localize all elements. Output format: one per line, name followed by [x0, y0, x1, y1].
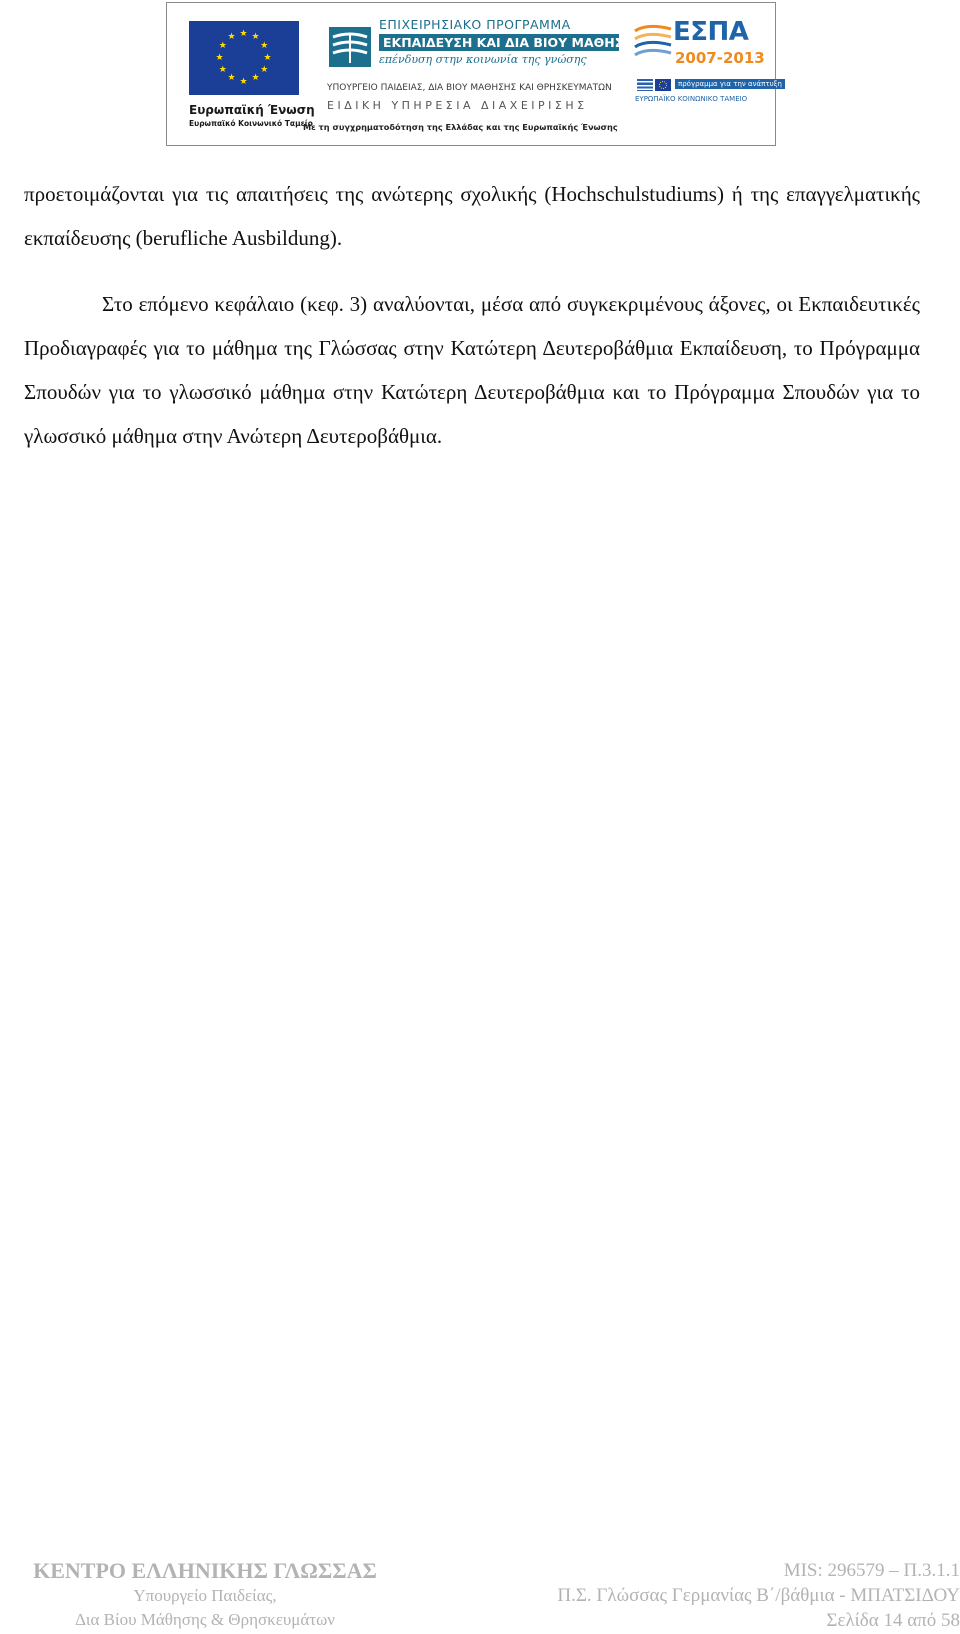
eu-fund-name: Ευρωπαϊκό Κοινωνικό Ταμείο: [189, 119, 313, 128]
espa-fund-name: ΕΥΡΩΠΑΪΚΟ ΚΟΙΝΩΝΙΚΟ ΤΑΜΕΙΟ: [635, 95, 748, 103]
eu-star-icon: ★: [263, 52, 272, 63]
document-body: [24, 172, 920, 458]
eu-logo: [189, 21, 315, 128]
footer-page-number: Σελίδα 14 από 58: [826, 1610, 960, 1631]
paragraph-1: προετοιμάζονται για τις απαιτήσεις της ανώτερης σχολικής (Hochschulstudiums) ή της επαγγελματικής εκπαίδευσης (berufliche Ausbildung).: [24, 182, 920, 250]
espa-title: ΕΣΠΑ: [673, 17, 749, 47]
eu-star-icon: ★: [239, 76, 248, 87]
eu-star-icon: ★: [215, 52, 224, 63]
footer-ministry-line1: Υπουργείο Παιδείας,: [133, 1586, 277, 1605]
eu-star-icon: ★: [227, 73, 236, 84]
programme-slogan: επένδυση στην κοινωνία της γνώσης: [379, 53, 587, 66]
footer-mis-code: MIS: 296579 – Π.3.1.1: [783, 1560, 960, 1581]
eu-name: Ευρωπαϊκή Ένωση: [189, 103, 315, 117]
espa-waves-icon: [633, 21, 673, 61]
eu-star-icon: ★: [251, 73, 260, 84]
footer-right: [440, 1558, 960, 1633]
eu-star-icon: ★: [251, 31, 260, 42]
footer-left: [0, 1558, 410, 1632]
programme-subtitle: ΕΚΠΑΙΔΕΥΣΗ ΚΑΙ ΔΙΑ ΒΙΟΥ ΜΑΘΗΣΗ: [379, 34, 619, 51]
header-banner: [166, 2, 782, 146]
ministry-name: ΥΠΟΥΡΓΕΙΟ ΠΑΙΔΕΙΑΣ, ΔΙΑ ΒΙΟΥ ΜΑΘΗΣΗΣ ΚΑΙ ΘΡΗΣΚΕΥΜΑΤΩΝ: [327, 83, 612, 93]
espa-motto: πρόγραμμα για την ανάπτυξη: [675, 79, 785, 89]
managing-authority: ΕΙΔΙΚΗ ΥΠΗΡΕΣΙΑ ΔΙΑΧΕΙΡΙΣΗΣ: [327, 99, 588, 112]
programme-logo: [379, 17, 634, 66]
book-icon: [327, 23, 373, 69]
eu-star-icon: ★: [218, 64, 227, 75]
eu-star-icon: ★: [218, 40, 227, 51]
eu-star-icon: ★: [260, 40, 269, 51]
eu-flag-icon: [189, 21, 299, 95]
eu-star-icon: ★: [227, 31, 236, 42]
greek-eu-flags-icon: [637, 79, 671, 91]
cofunding-note: Με τη συγχρηματοδότηση της Ελλάδας και της Ευρωπαϊκής Ένωσης: [303, 122, 618, 132]
footer-curriculum: Π.Σ. Γλώσσας Γερμανίας Β΄/βάθμια - ΜΠΑΤΣΙΔΟΥ: [557, 1585, 960, 1606]
eu-star-icon: ★: [239, 28, 248, 39]
footer-ministry-line2: Δια Βίου Μάθησης & Θρησκευμάτων: [75, 1610, 335, 1629]
programme-title: ΕΠΙΧΕΙΡΗΣΙΑΚΟ ΠΡΟΓΡΑΜΜΑ: [379, 17, 571, 32]
eu-star-icon: ★: [260, 64, 269, 75]
espa-years: 2007-2013: [675, 49, 765, 67]
paragraph-2: Στο επόμενο κεφάλαιο (κεφ. 3) αναλύονται, μέσα από συγκεκριμένους άξονες, οι Εκπαιδευτικές Προδιαγραφές για το μάθημα της Γλώσσας στην Κατώτερη Δευτεροβάθμια Εκπαίδευση, το Πρόγραμμα Σπουδών για το γλωσσικό μάθημα στην Κατώτερη Δευτεροβάθμια και το Πρόγραμμα Σπουδών για το γλωσσικό μάθημα στην Ανώτερη Δευτεροβάθμια.: [24, 292, 920, 448]
footer-center-name: ΚΕΝΤΡΟ ΕΛΛΗΝΙΚΗΣ ΓΛΩΣΣΑΣ: [33, 1558, 377, 1583]
